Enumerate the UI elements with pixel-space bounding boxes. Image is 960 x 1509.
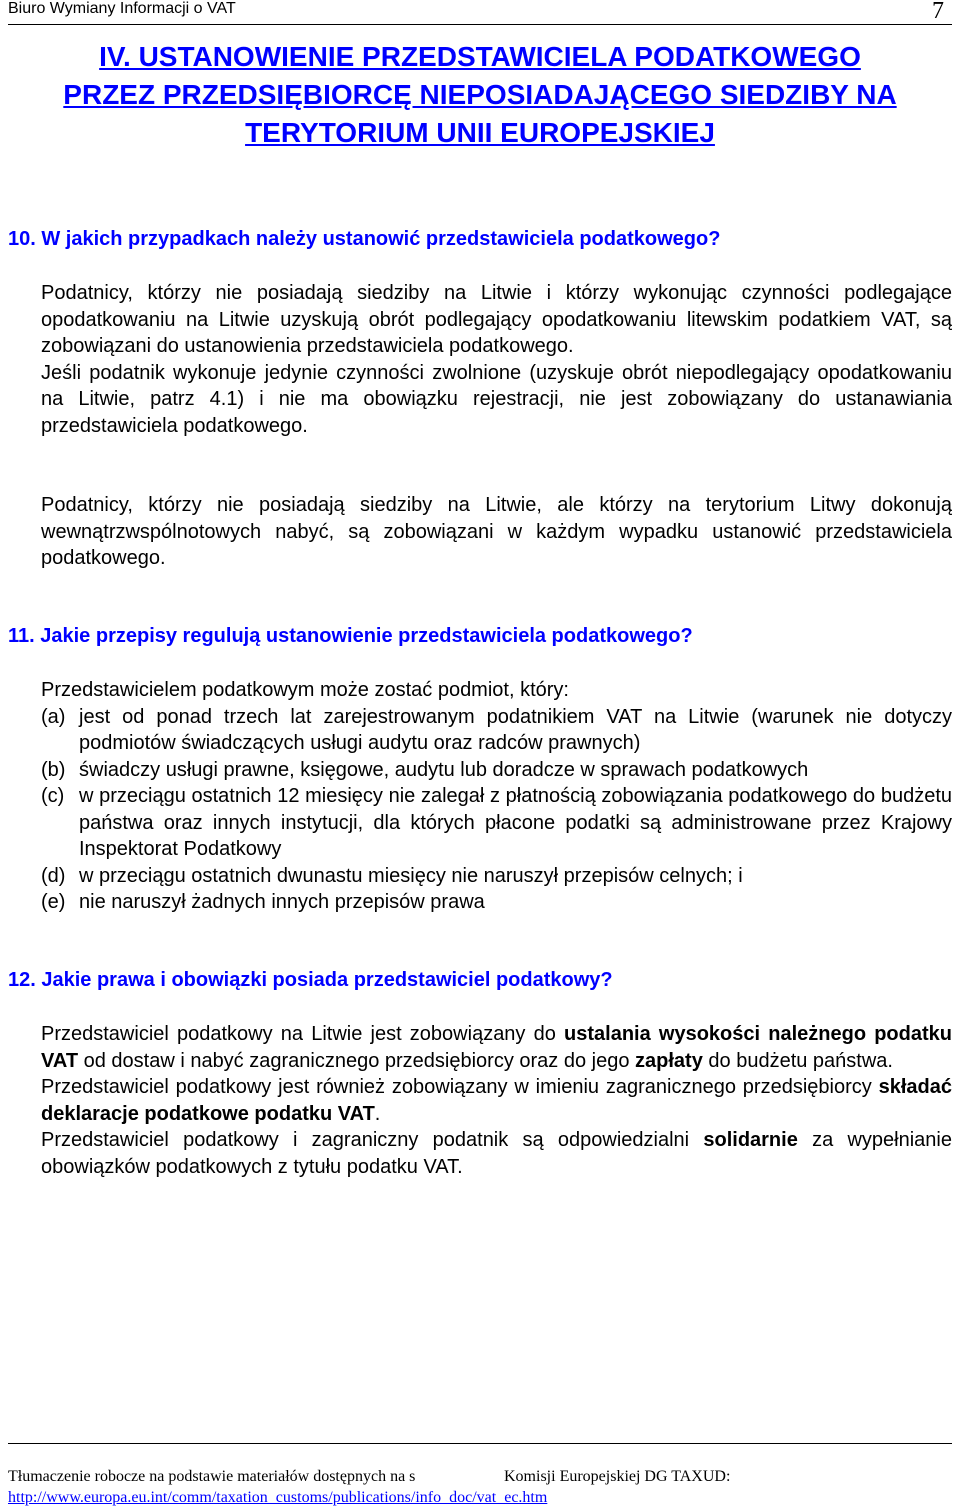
q12-p3-bold: solidarnie <box>703 1129 798 1151</box>
list-item-marker: (a) <box>41 705 66 728</box>
q10-paragraph-3: Podatnicy, którzy nie posiadają siedziby na Litwie, ale którzy na terytorium Litwy dokonują wewnątrzwspólnotowych nabyć, są zobowiązani w każdym wypadku ustanowić przedstawiciela podatkowego. <box>41 494 952 569</box>
list-item-marker: (b) <box>41 758 66 781</box>
question-12-body <box>41 1021 952 1180</box>
list-item-marker: (d) <box>41 864 66 887</box>
q12-p1-text-a: Przedstawiciel podatkowy na Litwie jest zobowiązany do <box>41 1023 565 1045</box>
q11-intro: Przedstawicielem podatkowym może zostać podmiot, który: <box>41 679 569 701</box>
footer-source: Komisji Europejskiej DG TAXUD: <box>504 1468 731 1485</box>
list-item-text: jest od ponad trzech lat zarejestrowanym podatnikiem VAT na Litwie (warunek nie dotyczy podmiotów świadczących usługi audytu oraz radców prawnych) <box>79 705 952 754</box>
list-item-text: nie naruszył żadnych innych przepisów prawa <box>79 891 485 913</box>
q12-paragraph-2 <box>41 1074 952 1127</box>
list-item <box>41 863 952 890</box>
list-item-text: świadczy usługi prawne, księgowe, audytu lub doradcze w sprawach podatkowych <box>79 758 809 781</box>
q12-paragraph-3 <box>41 1127 952 1180</box>
list-item-marker: (c) <box>41 785 65 807</box>
q12-p1-text-c: do budżetu państwa. <box>702 1049 893 1072</box>
q12-p1-bold-b: zapłaty <box>635 1049 703 1072</box>
list-item-marker: (e) <box>41 891 66 913</box>
list-item-text: w przeciągu ostatnich dwunastu miesięcy nie naruszył przepisów celnych; i <box>79 864 743 887</box>
page-footer <box>8 1443 952 1506</box>
q12-p1-text-b: od dostaw i nabyć zagranicznego przedsiębiorcy oraz do jego <box>78 1049 636 1072</box>
q12-p2-bold: składać deklaracje podatkowe podatku VAT <box>41 1076 952 1125</box>
q10-paragraph-1: Podatnicy, którzy nie posiadają siedziby na Litwie i którzy wykonując czynności podlegające opodatkowaniu na Litwie uzyskują obrót podlegający opodatkowaniu litewskim podatkiem VAT, są zobowiązani do ustanowienia przedstawiciela podatkowego. <box>41 282 952 357</box>
question-11-heading: 11. Jakie przepisy regulują ustanowienie przedstawiciela podatkowego? <box>8 625 693 647</box>
question-10-body <box>41 280 952 439</box>
chapter-title-line-1: IV. USTANOWIENIE PRZEDSTAWICIELA PODATKOWEGO <box>99 41 861 72</box>
footer-link[interactable]: http://www.europa.eu.int/comm/taxation_customs/publications/info_doc/vat_ec.htm <box>8 1489 548 1506</box>
q12-paragraph-1 <box>41 1021 952 1074</box>
list-item <box>41 889 952 916</box>
footer-note: Tłumaczenie robocze na podstawie materiałów dostępnych na s <box>8 1468 416 1485</box>
list-item <box>41 757 952 784</box>
list-item <box>41 783 952 863</box>
chapter-title-line-3: TERYTORIUM UNII EUROPEJSKIEJ <box>245 117 715 148</box>
header-title: Biuro Wymiany Informacji o VAT <box>8 0 236 17</box>
q12-p1-bold-a: ustalania wysokości należnego podatku VAT <box>41 1023 952 1072</box>
question-10-heading: 10. W jakich przypadkach należy ustanowić przedstawiciela podatkowego? <box>8 228 721 250</box>
q10-paragraph-3-block <box>41 492 952 572</box>
q10-paragraph-2: Jeśli podatnik wykonuje jedynie czynności zwolnione (uzyskuje obrót niepodlegający opodatkowaniu na Litwie, patrz 4.1) i nie ma obowiązku rejestracji, nie jest zobowiązany do ustanawiania przedstawiciela podatkowego. <box>41 361 952 437</box>
page-header <box>8 0 952 25</box>
q12-p2-text-b: . <box>374 1102 381 1125</box>
page-number: 7 <box>932 0 944 24</box>
question-11-body <box>41 677 952 916</box>
chapter-title <box>0 38 960 152</box>
question-12-heading: 12. Jakie prawa i obowiązki posiada przedstawiciel podatkowy? <box>8 969 613 991</box>
chapter-title-line-2: PRZEZ PRZEDSIĘBIORCĘ NIEPOSIADAJĄCEGO SIEDZIBY NA <box>63 79 897 110</box>
q12-p2-text-a: Przedstawiciel podatkowy jest również zobowiązany w imieniu zagranicznego przedsiębiorcy <box>41 1076 879 1098</box>
q12-p3-text-a: Przedstawiciel podatkowy i zagraniczny podatnik są odpowiedzialni <box>41 1129 704 1151</box>
q12-p3-text-b: za wypełnianie obowiązków podatkowych z tytułu podatku VAT. <box>41 1129 952 1178</box>
list-item <box>41 704 952 757</box>
list-item-text: w przeciągu ostatnich 12 miesięcy nie zalegał z płatnością zobowiązania podatkowego do budżetu państwa oraz innych instytucji, dla których płacone podatki są administrowane przez Krajowy Inspektorat Podatkowy <box>79 785 952 860</box>
